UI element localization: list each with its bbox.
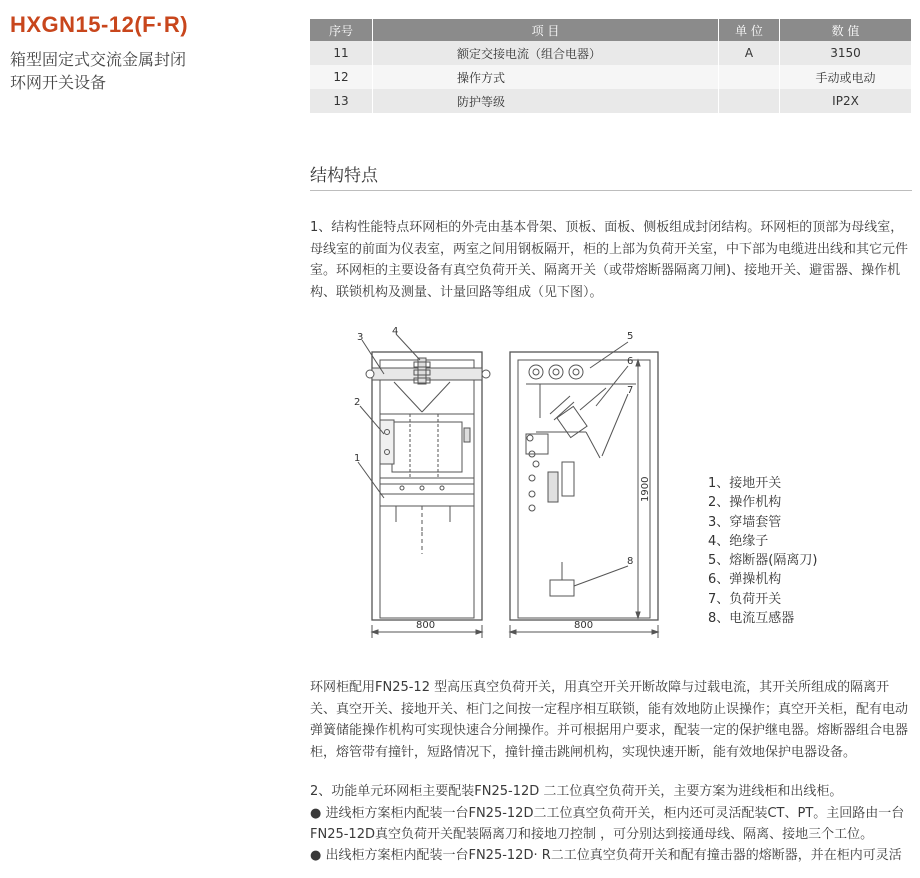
col-header-unit: 单 位 bbox=[719, 19, 780, 41]
cell-unit: A bbox=[719, 41, 780, 65]
cell-item: 防护等级 bbox=[373, 89, 719, 113]
legend-item: 4、绝缘子 bbox=[708, 533, 769, 549]
legend-item: 7、负荷开关 bbox=[708, 591, 782, 607]
bullet-incoming-cabinet: ● 进线柜方案柜内配装一台FN25-12D二工位真空负荷开关，柜内还可灵活配装CT、PT。主回路由一台FN25-12D真空负荷开关配装隔离刀和接地刀控制 ，可分别达到接通母线、隔离、接地三个工位。 bbox=[310, 806, 905, 842]
table-row bbox=[310, 89, 912, 113]
front-view bbox=[358, 334, 490, 638]
dim-width-right: 800 bbox=[574, 620, 594, 631]
legend-item: 5、熔断器(隔离刀) bbox=[708, 553, 818, 569]
legend-item: 2、操作机构 bbox=[708, 495, 782, 511]
callout-6: 6 bbox=[627, 356, 634, 367]
side-view bbox=[510, 342, 658, 638]
table-row bbox=[310, 65, 912, 89]
legend-item: 6、弹操机构 bbox=[708, 572, 782, 588]
legend-item: 8、电流互感器 bbox=[708, 611, 795, 627]
cell-value: 3150 bbox=[780, 41, 912, 65]
legend-item: 1、接地开关 bbox=[708, 476, 782, 491]
cell-no: 11 bbox=[310, 41, 373, 65]
legend-item: 3、穿墙套管 bbox=[708, 514, 782, 530]
product-title: HXGN15-12(F·R) bbox=[10, 12, 189, 37]
col-header-value: 数 值 bbox=[780, 19, 912, 41]
col-header-item: 项 目 bbox=[373, 19, 719, 41]
cell-item: 额定交接电流（组合电器） bbox=[373, 41, 719, 65]
callout-8: 8 bbox=[627, 556, 634, 567]
cell-no: 12 bbox=[310, 65, 373, 89]
paragraph-switch-description: 环网柜配用FN25-12 型高压真空负荷开关，用真空开关开断故障与过载电流，其开关所组成的隔离开关、真空开关、接地开关、柜门之间按一定程序相互联锁，能有效地防止误操作；真空开关柜，配有电动弹簧储能操作机构可实现快速合分闸操作。并可根据用户要求，配装一定的保护继电器。熔断器组合电器柜，熔管带有撞针，短路情况下，撞针撞击跳闸机构，实现快速开断，能有效地保护电器设备。 bbox=[310, 680, 909, 760]
cell-unit bbox=[719, 89, 780, 113]
paragraph-structure: 1、结构性能特点环网柜的外壳由基本骨架、顶板、面板、侧板组成封闭结构。环网柜的顶部为母线室，母线室的前面为仪表室，两室之间用钢板隔开，柜的上部为负荷开关室，中下部为电缆进出线和其它元件室。环网柜的主要设备有真空负荷开关、隔离开关（或带熔断器隔离刀闸)、接地开关、避雷器、操作机构、联锁机构及测量、计量回路等组成（见下图）。 bbox=[310, 220, 909, 300]
callout-3: 3 bbox=[357, 332, 364, 343]
callout-5: 5 bbox=[627, 331, 634, 342]
callout-4: 4 bbox=[392, 326, 399, 337]
section-heading: 结构特点 bbox=[310, 166, 378, 186]
callout-7: 7 bbox=[627, 385, 634, 396]
product-subtitle bbox=[10, 48, 240, 94]
dim-width-left: 800 bbox=[416, 620, 436, 631]
callout-1: 1 bbox=[354, 453, 361, 464]
cell-value: 手动或电动 bbox=[780, 65, 912, 89]
cell-unit bbox=[719, 65, 780, 89]
table-row bbox=[310, 41, 912, 65]
subtitle-line-2: 环网开关设备 bbox=[10, 73, 107, 92]
cell-item: 操作方式 bbox=[373, 65, 719, 89]
dim-height: 1900 bbox=[640, 476, 651, 502]
component-legend bbox=[708, 474, 817, 628]
cell-value: IP2X bbox=[780, 89, 912, 113]
section-divider bbox=[310, 190, 912, 191]
bullet-outgoing-cabinet: ● 出线柜方案柜内配装一台FN25-12D· R二工位真空负荷开关和配有撞击器的熔断器，并在柜内可灵活 bbox=[310, 848, 902, 863]
spec-table-header bbox=[310, 19, 912, 41]
cell-no: 13 bbox=[310, 89, 373, 113]
spec-table bbox=[310, 19, 912, 113]
subtitle-line-1: 箱型固定式交流金属封闭 bbox=[10, 50, 187, 69]
paragraph-functional-units: 2、功能单元环网柜主要配装FN25-12D 二工位真空负荷开关，主要方案为进线柜和出线柜。 bbox=[310, 784, 843, 799]
cabinet-drawing bbox=[340, 322, 670, 642]
callout-2: 2 bbox=[354, 397, 361, 408]
col-header-no: 序号 bbox=[310, 19, 373, 41]
